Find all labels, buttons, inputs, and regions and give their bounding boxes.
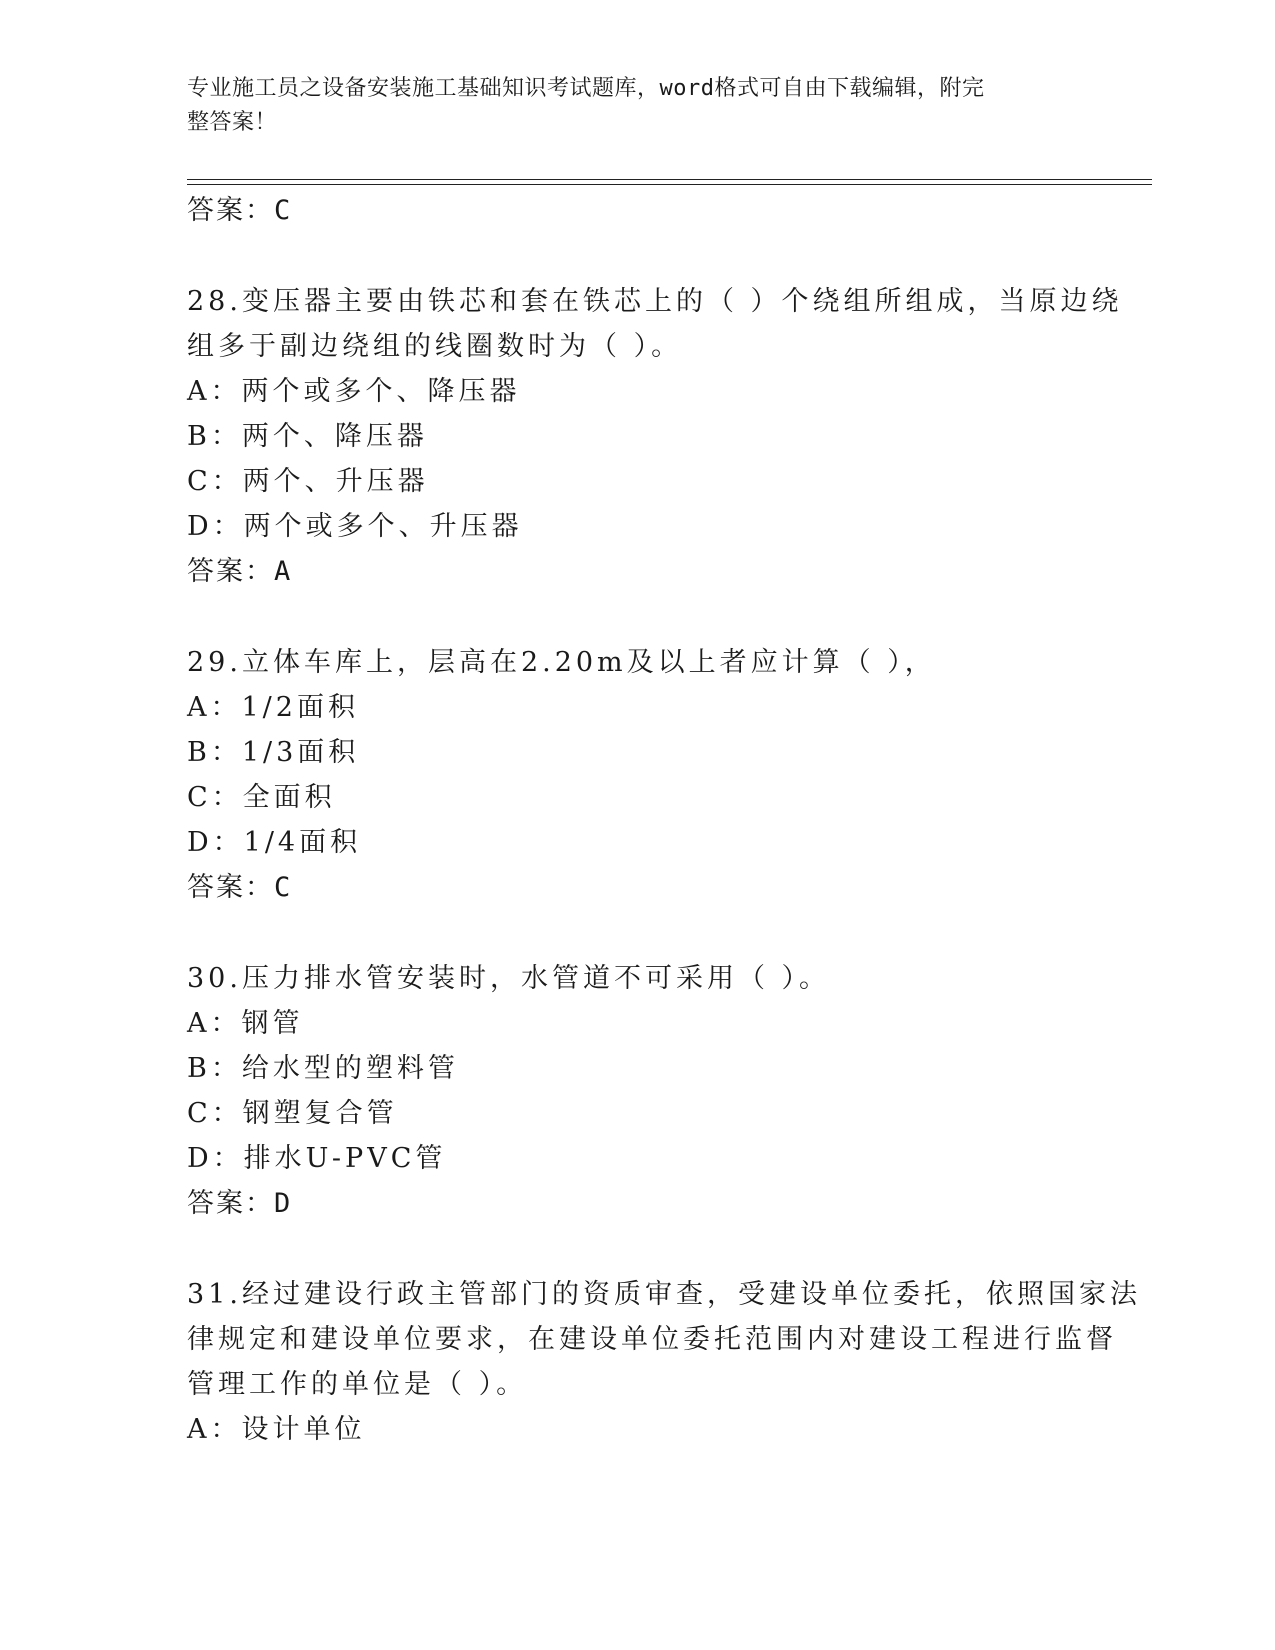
question-text: 30.压力排水管安装时，水管道不可采用（ ）。 bbox=[187, 963, 831, 994]
question-text: 29.立体车库上，层高在2.20m及以上者应计算（ ）， bbox=[187, 647, 936, 678]
question-text: 律规定和建设单位要求，在建设单位委托范围内对建设工程进行监督 bbox=[187, 1324, 1117, 1355]
question-30 bbox=[187, 956, 1087, 1226]
option-c: C：钢塑复合管 bbox=[187, 1098, 398, 1129]
question-28 bbox=[187, 279, 1123, 594]
option-a: A：1/2面积 bbox=[187, 692, 359, 723]
option-d: D：两个或多个、升压器 bbox=[187, 511, 523, 542]
option-c: C：全面积 bbox=[187, 782, 336, 813]
header-divider-bottom bbox=[187, 184, 1152, 185]
question-29 bbox=[187, 640, 1087, 910]
answer-line: 答案：A bbox=[187, 556, 293, 587]
header-divider-top bbox=[187, 179, 1152, 180]
option-a: A：钢管 bbox=[187, 1008, 304, 1039]
question-text: 管理工作的单位是（ ）。 bbox=[187, 1369, 528, 1400]
question-text: 28.变压器主要由铁芯和套在铁芯上的（ ）个绕组所组成，当原边绕 bbox=[187, 286, 1123, 317]
document-body bbox=[187, 188, 1141, 1452]
question-text: 组多于副边绕组的线圈数时为（ ）。 bbox=[187, 331, 683, 362]
option-b: B：两个、降压器 bbox=[187, 421, 428, 452]
document-header bbox=[187, 72, 1067, 140]
answer-line: 答案：C bbox=[187, 872, 293, 903]
option-c: C：两个、升压器 bbox=[187, 466, 429, 497]
question-text: 31.经过建设行政主管部门的资质审查，受建设单位委托，依照国家法 bbox=[187, 1279, 1141, 1310]
option-d: D：排水U-PVC管 bbox=[187, 1143, 447, 1174]
option-a: A：两个或多个、降压器 bbox=[187, 376, 521, 407]
option-a: A：设计单位 bbox=[187, 1414, 366, 1445]
header-line-1: 专业施工员之设备安装施工基础知识考试题库，word格式可自由下载编辑，附完 bbox=[187, 76, 985, 101]
option-d: D：1/4面积 bbox=[187, 827, 362, 858]
answer-line: 答案：C bbox=[187, 195, 293, 226]
question-31 bbox=[187, 1272, 1141, 1452]
option-b: B：给水型的塑料管 bbox=[187, 1053, 459, 1084]
answer-line: 答案：D bbox=[187, 1188, 293, 1219]
option-b: B：1/3面积 bbox=[187, 737, 360, 768]
header-line-2: 整答案！ bbox=[187, 110, 278, 135]
